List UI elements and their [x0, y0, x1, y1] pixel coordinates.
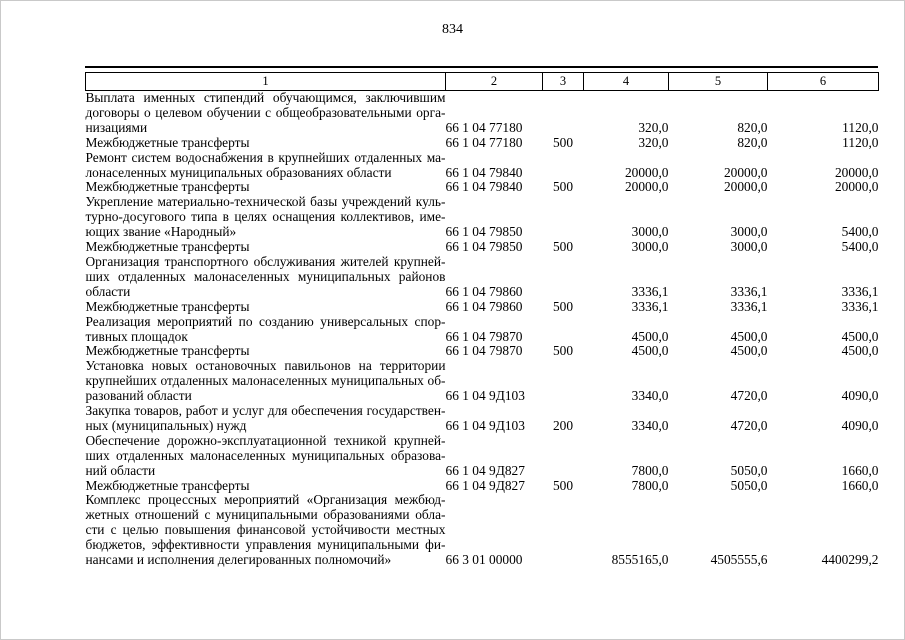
row-amount-col5: 5050,0 [730, 477, 768, 493]
row-amount-col4: 3000,0 [631, 224, 669, 240]
table-row [86, 240, 879, 255]
row-item-name: Межбюджетные трансферты [85, 179, 250, 195]
row-amount-col5: 3336,1 [730, 298, 768, 314]
column-header-3: 3 [543, 73, 584, 91]
row-amount-col6: 4090,0 [841, 417, 879, 433]
row-budget-code: 66 1 04 77180 [445, 134, 523, 150]
row-amount-col4: 320,0 [638, 119, 669, 135]
row-budget-code: 66 1 04 79840 [445, 179, 523, 195]
row-amount-col6: 1660,0 [841, 462, 879, 478]
budget-table [85, 72, 879, 568]
row-amount-col4: 20000,0 [624, 164, 669, 180]
column-header-2: 2 [446, 73, 543, 91]
row-amount-col6: 4500,0 [841, 328, 879, 344]
row-item-name: Закупка товаров, работ и услуг для обеспечения государственных (муниципальных) нужд [85, 403, 446, 433]
row-budget-code: 66 1 04 9Д103 [445, 388, 525, 404]
row-budget-code: 66 1 04 79850 [445, 224, 523, 240]
row-expense-type-code [543, 195, 584, 240]
row-budget-code: 66 1 04 9Д103 [445, 417, 525, 433]
column-header-6: 6 [768, 73, 879, 91]
row-amount-col6: 4400299,2 [821, 552, 879, 568]
row-item-name: Выплата именных стипендий обучающимся, заключившим договоры о целевом обучении с общеобразовательными организациями [85, 90, 446, 135]
row-amount-col4: 3336,1 [631, 298, 669, 314]
row-budget-code: 66 1 04 79850 [445, 239, 523, 255]
row-amount-col4: 7800,0 [631, 462, 669, 478]
table-row [86, 195, 879, 240]
row-amount-col5: 820,0 [737, 134, 768, 150]
row-amount-col6: 20000,0 [834, 164, 879, 180]
table-header-row [86, 73, 879, 91]
row-item-name: Реализация мероприятий по созданию универсальных спортивных площадок [85, 313, 446, 344]
table-row [86, 434, 879, 479]
row-amount-col6: 20000,0 [834, 179, 879, 195]
table-row [86, 255, 879, 300]
row-amount-col4: 3000,0 [631, 239, 669, 255]
row-item-name: Комплекс процессных мероприятий «Организация межбюджетных отношений с муниципальными образованиями области с целью повышения финансовой устойчивости местных бюджетов, эффективности управления муниципальными финансами и исполнения делегированных полномочий» [85, 492, 446, 568]
row-expense-type-code [543, 359, 584, 404]
row-amount-col6: 1120,0 [842, 119, 879, 135]
row-amount-col4: 4500,0 [631, 343, 669, 359]
row-budget-code: 66 1 04 77180 [445, 119, 523, 135]
row-expense-type-code: 500 [552, 298, 574, 314]
table-row [86, 300, 879, 315]
row-amount-col6: 4090,0 [841, 388, 879, 404]
row-amount-col4: 8555165,0 [611, 552, 669, 568]
row-expense-type-code [543, 493, 584, 568]
table-row [86, 359, 879, 404]
row-budget-code: 66 1 04 79870 [445, 328, 523, 344]
row-expense-type-code: 500 [552, 179, 574, 195]
row-amount-col6: 5400,0 [841, 224, 879, 240]
row-budget-code: 66 1 04 79860 [445, 298, 523, 314]
row-amount-col4: 3340,0 [631, 417, 669, 433]
table-row [86, 151, 879, 181]
row-amount-col6: 3336,1 [841, 283, 879, 299]
row-amount-col5: 4505555,6 [710, 552, 768, 568]
row-amount-col5: 20000,0 [723, 164, 768, 180]
row-item-name: Межбюджетные трансферты [85, 134, 250, 150]
row-expense-type-code: 500 [552, 477, 574, 493]
row-item-name: Укрепление материально-технической базы учреждений культурно-досугового типа в целях оснащения коллективов, имеющих звание «Народный» [85, 194, 446, 240]
column-header-4: 4 [584, 73, 669, 91]
row-expense-type-code [543, 255, 584, 300]
row-expense-type-code: 500 [552, 239, 574, 255]
row-amount-col4: 3336,1 [631, 283, 669, 299]
row-item-name: Межбюджетные трансферты [85, 477, 250, 493]
row-amount-col6: 1660,0 [841, 477, 879, 493]
row-amount-col5: 3000,0 [730, 239, 768, 255]
row-expense-type-code [543, 151, 584, 181]
row-expense-type-code: 200 [552, 417, 574, 433]
row-item-name: Организация транспортного обслуживания жителей крупнейших отдаленных малонаселенных муниципальных районов области [85, 253, 446, 299]
table-row [86, 315, 879, 345]
row-amount-col5: 20000,0 [723, 179, 768, 195]
row-amount-col5: 4720,0 [730, 388, 768, 404]
row-item-name: Межбюджетные трансферты [85, 343, 250, 359]
column-header-1: 1 [86, 73, 446, 91]
row-amount-col6: 4500,0 [841, 343, 879, 359]
table-row [86, 404, 879, 434]
row-expense-type-code: 500 [552, 343, 574, 359]
row-expense-type-code [543, 91, 584, 136]
row-amount-col4: 4500,0 [631, 328, 669, 344]
row-budget-code: 66 1 04 9Д827 [445, 462, 525, 478]
row-amount-col5: 3000,0 [730, 224, 768, 240]
row-amount-col5: 4720,0 [730, 417, 768, 433]
table-body [86, 91, 879, 569]
row-item-name: Межбюджетные трансферты [85, 239, 250, 255]
row-amount-col5: 3336,1 [730, 283, 768, 299]
row-budget-code: 66 1 04 9Д827 [445, 477, 525, 493]
row-budget-code: 66 1 04 79860 [445, 283, 523, 299]
table-row [86, 493, 879, 568]
table-row [86, 479, 879, 494]
table-top-rule [85, 66, 878, 68]
row-amount-col4: 320,0 [638, 134, 669, 150]
row-expense-type-code [543, 315, 584, 345]
row-amount-col5: 4500,0 [730, 343, 768, 359]
row-item-name: Установка новых остановочных павильонов на территории крупнейших отдаленных малонаселенных муниципальных образований области [85, 358, 446, 404]
row-amount-col4: 3340,0 [631, 388, 669, 404]
row-budget-code: 66 1 04 79840 [445, 164, 523, 180]
row-budget-code: 66 3 01 00000 [445, 552, 523, 568]
row-item-name: Обеспечение дорожно-эксплуатационной техникой крупнейших отдаленных малонаселенных муниципальных образований области [85, 432, 446, 478]
row-amount-col5: 4500,0 [730, 328, 768, 344]
row-amount-col5: 5050,0 [730, 462, 768, 478]
row-budget-code: 66 1 04 79870 [445, 343, 523, 359]
column-header-5: 5 [669, 73, 768, 91]
row-item-name: Ремонт систем водоснабжения в крупнейших отдаленных малонаселенных муниципальных образованиях области [85, 149, 446, 180]
row-amount-col5: 820,0 [737, 119, 768, 135]
table-row [86, 136, 879, 151]
row-amount-col6: 1120,0 [842, 134, 879, 150]
row-amount-col6: 5400,0 [841, 239, 879, 255]
table-row [86, 91, 879, 136]
row-expense-type-code [543, 434, 584, 479]
page-number: 834 [442, 22, 463, 37]
row-amount-col4: 7800,0 [631, 477, 669, 493]
row-item-name: Межбюджетные трансферты [85, 298, 250, 314]
row-amount-col6: 3336,1 [841, 298, 879, 314]
table-row [86, 180, 879, 195]
row-amount-col4: 20000,0 [624, 179, 669, 195]
table-row [86, 344, 879, 359]
row-expense-type-code: 500 [552, 134, 574, 150]
